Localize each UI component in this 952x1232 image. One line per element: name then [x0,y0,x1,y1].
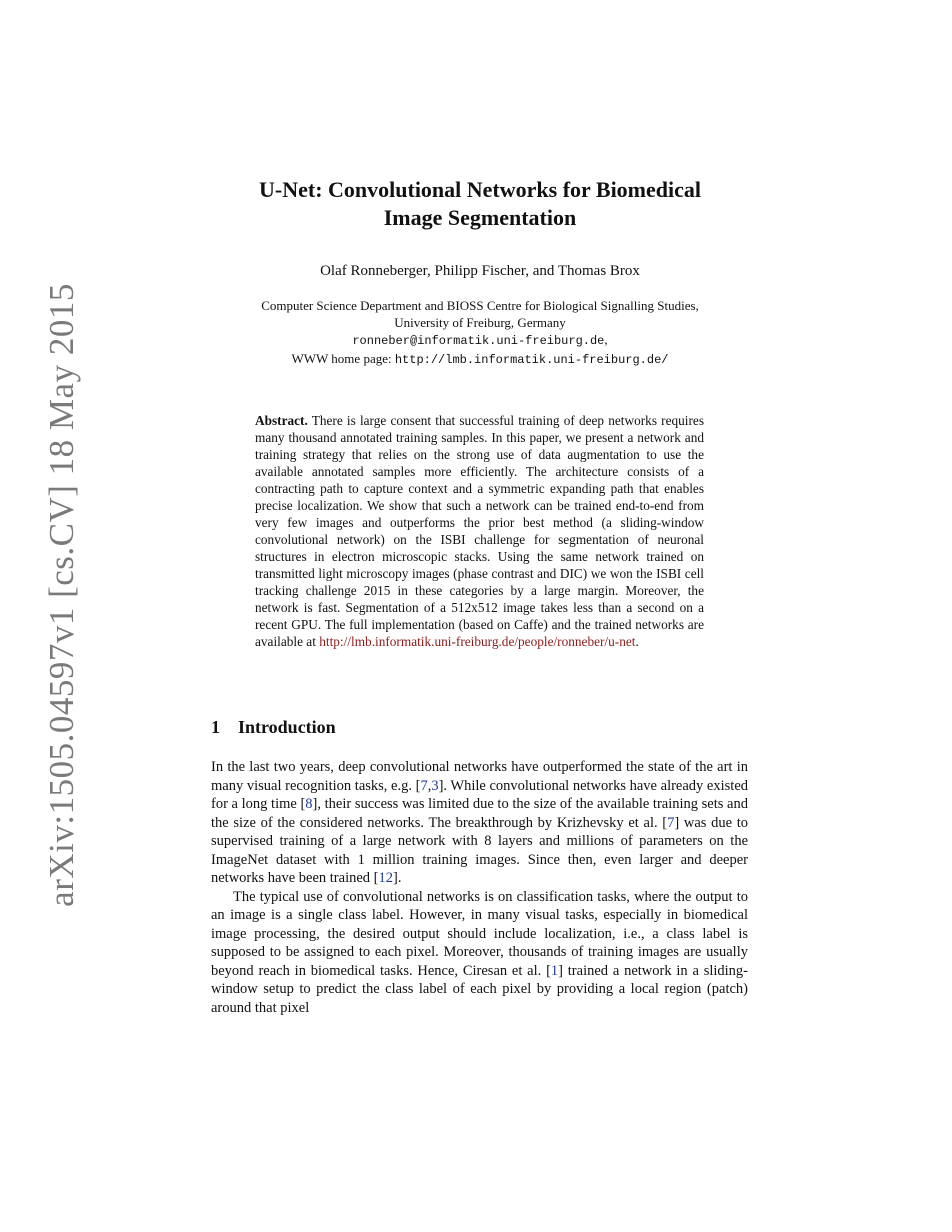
citation-link[interactable]: 7 [667,814,675,831]
code-link[interactable]: http://lmb.informatik.uni-freiburg.de/people/ronneber/u-net [319,634,636,649]
citation-link[interactable]: 12 [378,870,393,886]
citation-link[interactable]: 3 [431,777,439,794]
citation-link[interactable]: 1 [550,962,559,979]
paper-title [200,176,760,232]
abstract-label: Abstract. [255,413,308,428]
homepage-label: WWW home page: [291,351,395,366]
author-list: Olaf Ronneberger, Philipp Fischer, and Thomas Brox [320,263,640,279]
homepage-url[interactable]: http://lmb.informatik.uni-freiburg.de/ [394,353,669,367]
text-run: In the last two years, deep convolutional networks have outperformed the state of the art in many visual recognition tasks, e.g. [ [211,759,748,794]
text-run: ] was due to supervised training of a large network with 8 layers and millions of parameters on the ImageNet dataset with 1 million training images. Since then, even larger and deeper networks have been trained [ [211,814,748,886]
text-run: ]. [393,870,402,886]
affiliation-line-1: Computer Science Department and BIOSS Centre for Biological Signalling Studies, [261,298,699,313]
text-run: , [427,777,432,794]
homepage-line [180,350,780,369]
abstract-text: There is large consent that successful training of deep networks requires many thousand annotated training samples. In this paper, we present a network and training strategy that relies on the strong use of data augmentation to use the available annotated samples more efficiently. The architecture consists of a contracting path to capture context and a symmetric expanding path that enables precise localization. We show that such a network can be trained end-to-end from very few images and outperforms the prior best method (a sliding-window convolutional network) on the ISBI challenge for segmentation of neuronal structures in electron microscopic stacks. Using the same network trained on transmitted light microscopy images (phase contrast and DIC) we won the ISBI cell tracking challenge 2015 in these categories by a large margin. Moreover, the network is fast. Segmentation of a 512x512 image takes less than a second on a recent GPU. The full implementation (based on Caffe) and the trained networks are available at [255,413,704,649]
text-run: The typical use of convolutional networks is on classification tasks, where the output to an image is a single class label. However, in many visual tasks, especially in biomedical image processing, the desired output should include localization, i.e., a class label is supposed to be assigned to each pixel. Moreover, thousands of training images are usually beyond reach in biomedical tasks. Hence, Ciresan et al. [ [211,888,748,979]
email-line [180,331,780,350]
title-line-2: Image Segmentation [383,205,577,230]
affiliation-line-2: University of Freiburg, Germany [394,315,566,330]
affiliation-block [180,297,780,369]
email-suffix: , [604,332,608,347]
citation-link[interactable]: 8 [305,796,313,812]
text-run: ] trained a network in a sliding-window setup to predict the class label of each pixel by providing a local region (patch) around that pixel [211,962,748,1016]
text-run: ]. While convolutional networks have already existed for a long time [ [211,777,749,812]
section-title: Introduction [238,717,336,737]
section-number: 1 [211,717,220,737]
title-line-1: U-Net: Convolutional Networks for Biomedical [259,177,701,202]
author-email[interactable]: ronneber@informatik.uni-freiburg.de [352,334,605,348]
abstract-end: . [635,634,639,649]
section-heading [211,717,336,738]
abstract-block [255,412,704,650]
introduction-body [211,758,748,1017]
intro-paragraph-1 [211,758,748,888]
intro-paragraph-2 [211,888,748,1018]
citation-link[interactable]: 7 [420,777,428,794]
text-run: ], their success was limited due to the size of the available training sets and the size of the considered networks. The breakthrough by Krizhevsky et al. [ [211,796,748,831]
arxiv-identifier-stamp: arXiv:1505.04597v1 [cs.CV] 18 May 2015 [42,283,81,907]
